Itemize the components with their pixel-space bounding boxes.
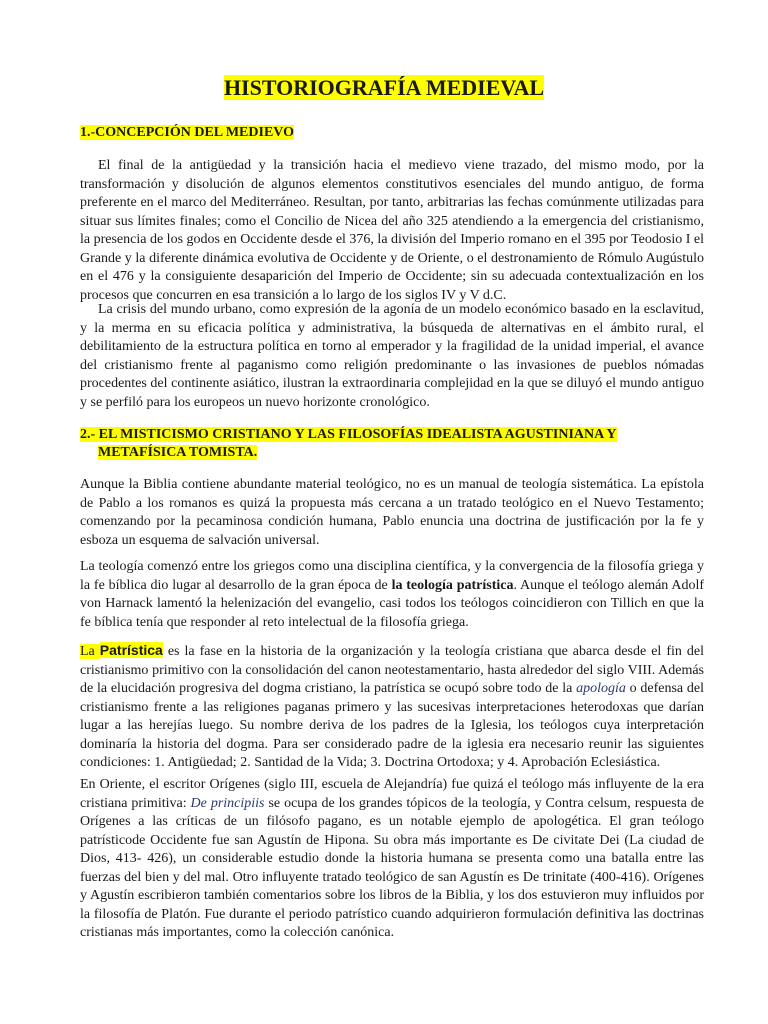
document-title xyxy=(0,74,768,102)
para3-highlighted-term: Patrística xyxy=(99,642,163,658)
para2-bold-term: la teología patrística xyxy=(391,577,514,593)
section2-heading-line1: 2.- EL MISTICISMO CRISTIANO Y LAS FILOSOFÍAS IDEALISTA AGUSTINIANA Y xyxy=(80,427,617,442)
section2-paragraph-1: Aunque la Biblia contiene abundante material teológico, no es un manual de teología sistemática. La epístola de Pablo a los romanos es quizá la propuesta más cercana a un tratado teológico en el Nuevo Testamento; comenzando por la pecaminosa condición humana, Pablo enuncia una doctrina de justificación por la fe y esboza un esquema de salvación universal. xyxy=(80,477,704,548)
section2-paragraph-4 xyxy=(80,776,704,943)
section2-heading-line2: METAFÍSICA TOMISTA. xyxy=(98,445,258,460)
section2-paragraph-3 xyxy=(80,641,704,773)
para4-text-a: En Oriente, el escritor Orígenes (siglo III, escuela de Alejandría) fue quizá el teólogo más influyente de la era cristiana primitiva: xyxy=(80,777,704,811)
section1-paragraph-2: La crisis del mundo urbano, como expresión de la agonía de un modelo económico basado en la esclavitud, y la merma en su eficacia política y administrativa, la búsqueda de alternativas en el ámbito rural, el debilitamiento de la estructura política en torno al emperador y la fragilidad de la unidad imperial, el avance del cristianismo frente al paganismo como religión predominante o las invasiones de pueblos nómadas procedentes del continente asiático, ilustran la extraordinaria complejidad en la que se diluyó el mundo antiguo y se perfiló para los europeos un nuevo horizonte cronológico. xyxy=(80,302,704,410)
para3-text-a: es la fase en la historia de la organización y la teología cristiana que abarca desde el fin del cristianismo primitivo con la consolidación del canon neotestamentario, hasta alrededor del siglo VIII. Además de la elucidación progresiva del dogma cristiano, la patrística se ocupó sobre todo de la xyxy=(80,644,704,696)
section2-heading xyxy=(80,426,704,462)
section1-heading-text: 1.-CONCEPCIÓN DEL MEDIEVO xyxy=(80,125,295,140)
para4-italic-title: De principiis xyxy=(190,795,265,811)
para3-la: La xyxy=(80,644,100,659)
para3-italic-term: apología xyxy=(576,681,626,696)
document-title-text: HISTORIOGRAFÍA MEDIEVAL xyxy=(223,75,545,100)
para4-text-b: se ocupa de los grandes tópicos de la teología, y Contra celsum, respuesta de Orígenes a las críticas de un filósofo pagano, es un notable ejemplo de apologética. El gran teólogo patrísticode Occidente fue san Agustín de Hipona. Su obra más importante es De civitate Dei (La ciudad de Dios, 413- 426), un considerable estudio donde la historia humana se presenta como una batalla entre las fuerzas del bien y del mal. Otro influyente tratado teológico de san Agustín es De trinitate (400-416). Orígenes y Agustín escribieron también comentarios sobre los libros de la Biblia, y los dos estuvieron muy influidos por la filosofía de Platón. Fue durante el periodo patrístico cuando adquirieron formulación definitiva las doctrinas cristianas más importantes, como la colección canónica. xyxy=(80,795,704,940)
section1-heading xyxy=(80,124,704,142)
section1-paragraph-1: El final de la antigüedad y la transición hacia el medievo viene trazado, del mismo modo, por la transformación y disolución de algunos elementos constitutivos esenciales del mundo antiguo, de forma preferente en el marco del Mediterráneo. Resultan, por tanto, arbitrarias las fechas comúnmente utilizadas para situar sus límites finales; como el Concilio de Nicea del año 325 atendiendo a la emergencia del cristianismo, la presencia de los godos en Occidente desde el 376, la división del Imperio romano en el 395 por Teodosio I el Grande y la diferente dinámica evolutiva de Occidente y de Oriente, o el destronamiento de Rómulo Augústulo en el 476 y la consiguiente desaparición del Imperio de Occidente; sin su adecuada contextualización en los procesos que concurren en esa transición a lo largo de los siglos IV y V d.C. xyxy=(80,158,704,303)
para2-text-b: . Aunque el teólogo alemán Adolf von Harnack lamentó la helenización del evangelio, casi todos los teólogos coincidieron con Tillich en que la fe bíblica tenía que responder al reto intelectual de la filosofía griega. xyxy=(80,577,704,630)
para3-text-b: o defensa del cristianismo frente a las religiones paganas primero y las sucesivas interpretaciones heterodoxas que darían lugar a las herejías luego. Su nombre deriva de los padres de la Iglesia, los teólogos cuya interpretación dominaría la historia del dogma. Para ser considerado padre de la iglesia era necesario reunir las siguientes condiciones: 1. Antigüedad; 2. Santidad de la Vida; 3. Doctrina Ortodoxa; y 4. Aprobación Eclesiástica. xyxy=(80,681,704,770)
section2-paragraph-2 xyxy=(80,558,704,632)
para2-text-a: La teología comenzó entre los griegos como una disciplina científica, y la convergencia de la filosofía griega y la fe bíblica dio lugar al desarrollo de la gran época de xyxy=(80,559,704,593)
